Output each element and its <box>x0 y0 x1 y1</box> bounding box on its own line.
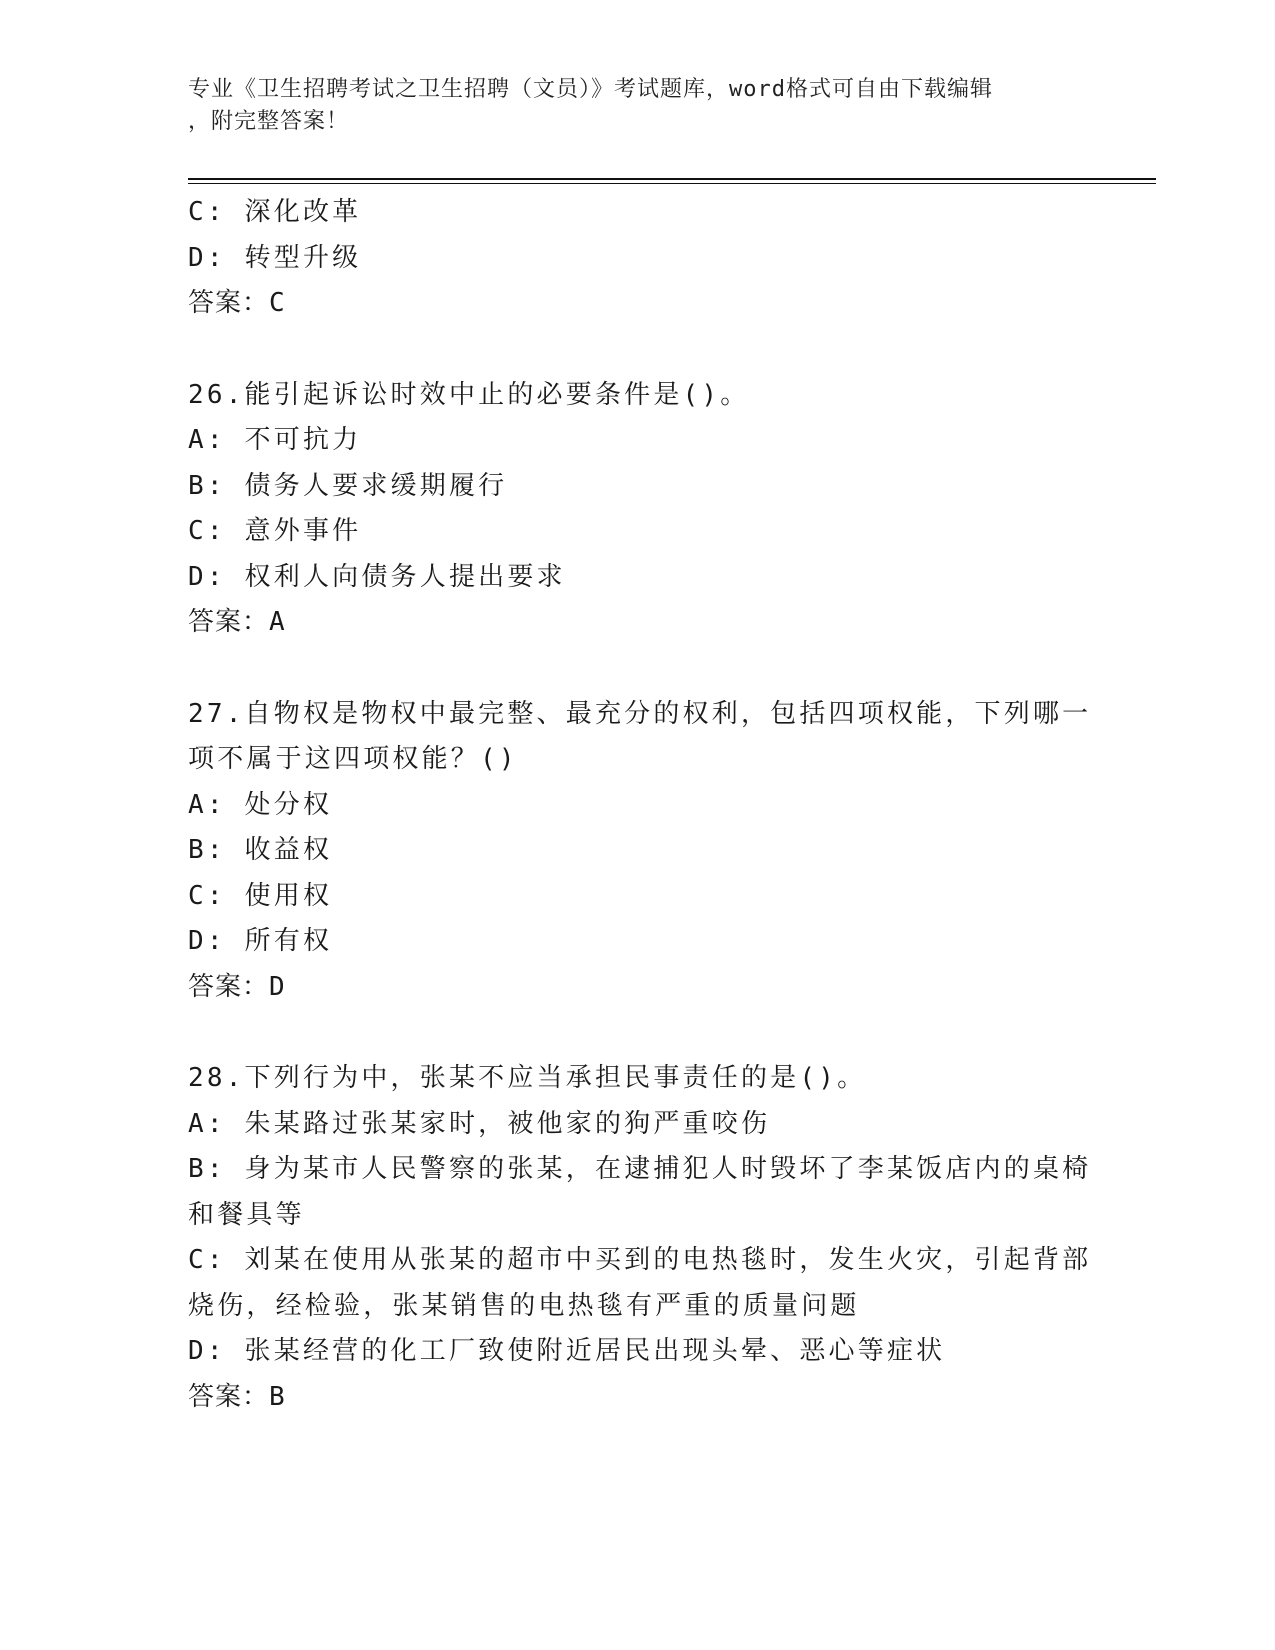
header-line-1: 专业《卫生招聘考试之卫生招聘（文员）》考试题库，word格式可自由下载编辑 <box>188 77 993 102</box>
question-stem: 28.下列行为中，张某不应当承担民事责任的是()。 <box>188 1063 867 1093</box>
option-b: B: 收益权 <box>188 835 333 865</box>
header-rule-thin <box>188 183 1156 184</box>
option-a: A: 不可抗力 <box>188 425 362 455</box>
option-a: A: 朱某路过张某家时，被他家的狗严重咬伤 <box>188 1108 771 1139</box>
question-stem-line-1: 27.自物权是物权中最完整、最充分的权利，包括四项权能，下列哪一 <box>188 698 1092 729</box>
question-28 <box>188 1056 1092 1420</box>
answer-label: 答案： <box>188 1381 270 1412</box>
option-a: A: 处分权 <box>188 789 333 820</box>
question-25 <box>188 190 1088 327</box>
answer-line <box>188 281 1088 327</box>
answer-line <box>188 1375 1088 1421</box>
answer-value: C <box>269 288 286 318</box>
question-26 <box>188 373 1088 646</box>
answer-value: B <box>269 1381 286 1412</box>
document-header <box>188 74 1068 138</box>
option-b: B: 债务人要求缓期履行 <box>188 470 508 501</box>
question-stem-line-2: 项不属于这四项权能？() <box>188 744 518 774</box>
answer-label: 答案： <box>188 288 270 318</box>
option-b-line-1: B: 身为某市人民警察的张某，在逮捕犯人时毁坏了李某饭店内的桌椅 <box>188 1154 1092 1184</box>
option-c: C: 深化改革 <box>188 197 362 227</box>
answer-label: 答案： <box>188 607 270 637</box>
option-c: C: 使用权 <box>188 880 333 911</box>
option-d: D: 转型升级 <box>188 242 362 273</box>
option-d: D: 所有权 <box>188 926 333 956</box>
header-line-2: ，附完整答案！ <box>188 109 350 134</box>
header-rule-thick <box>188 178 1156 180</box>
question-stem: 26.能引起诉讼时效中止的必要条件是()。 <box>188 379 750 410</box>
answer-value: A <box>269 607 286 637</box>
answer-line <box>188 600 1088 646</box>
option-d: D: 权利人向债务人提出要求 <box>188 561 566 592</box>
answer-label: 答案： <box>188 971 270 1002</box>
option-d: D: 张某经营的化工厂致使附近居民出现头晕、恶心等症状 <box>188 1336 946 1366</box>
option-c: C: 意外事件 <box>188 516 362 546</box>
question-27 <box>188 692 1092 1011</box>
answer-line <box>188 965 1088 1011</box>
option-c-line-2: 烧伤，经检验，张某销售的电热毯有严重的质量问题 <box>188 1290 860 1321</box>
option-c-line-1: C: 刘某在使用从张某的超市中买到的电热毯时，发生火灾，引起背部 <box>188 1245 1092 1275</box>
question-list <box>188 190 1092 1420</box>
answer-value: D <box>269 971 286 1002</box>
option-b-line-2: 和餐具等 <box>188 1199 305 1230</box>
